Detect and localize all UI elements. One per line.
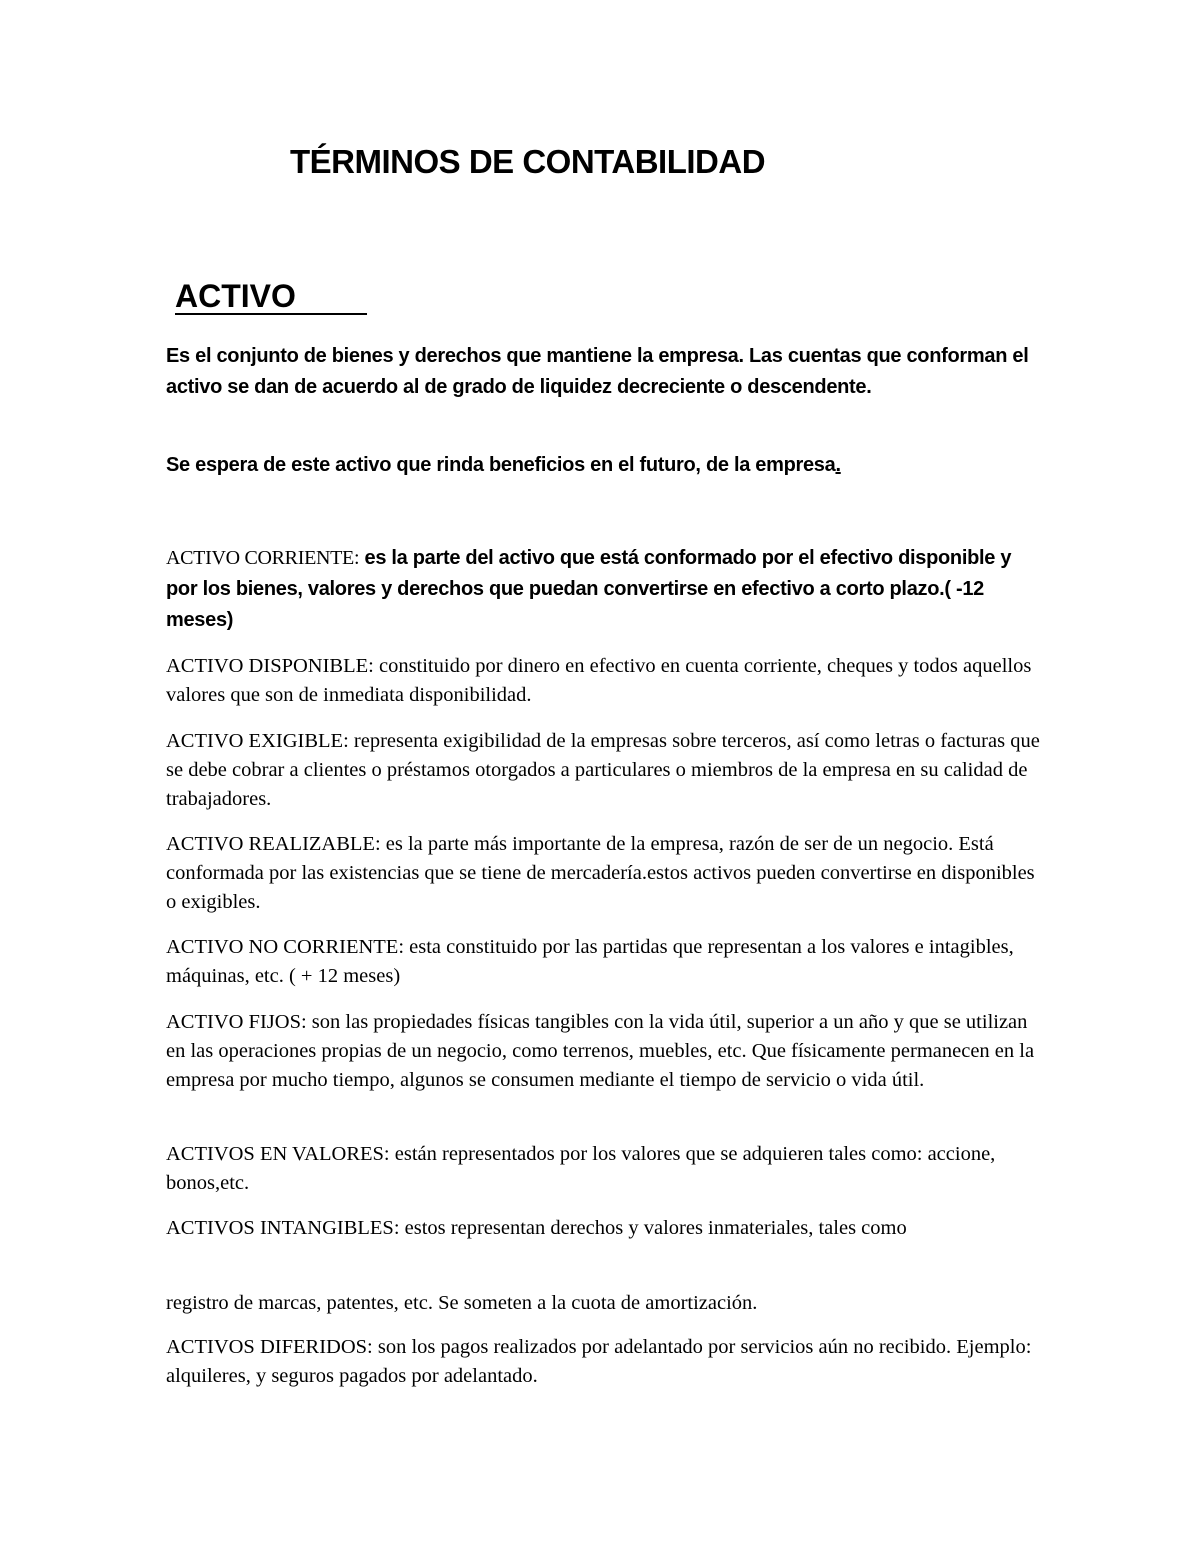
term-definition: esta constituido por las partidas que representan a los valores e intagibles, máquinas, etc. ( + 12 meses) [166,936,1014,987]
term-label: ACTIVO EXIGIBLE: [166,730,349,752]
term-definition: son los pagos realizados por adelantado por servicios aún no recibido. Ejemplo: alquileres, y seguros pagados por adelantado. [166,1336,1032,1387]
term-definition: son las propiedades físicas tangibles con la vida útil, superior a un año y que se utilizan en las operaciones propias de un negocio, como terrenos, muebles, etc. Que físicamente permanecen en la empresa por mucho tiempo, algunos se consumen mediante el tiempo de servicio o vida útil. [166,1011,1035,1091]
term-definition: es la parte más importante de la empresa, razón de ser de un negocio. Está conformada por las existencias que se tiene de mercadería.estos activos pueden convertirse en disponibles o exigibles. [166,833,1035,913]
term-activos-intangibles [166,1214,1046,1243]
term-definition: es la parte del activo que está conformado por el efectivo disponible y por los bienes, valores y derechos que puedan convertirse en efectivo a corto plazo.( -12 meses) [166,547,1012,631]
intro-paragraph: Es el conjunto de bienes y derechos que mantiene la empresa. Las cuentas que conforman el activo se dan de acuerdo al de grado de liquidez decreciente o descendente. [166,345,1029,398]
term-activo-exigible [166,727,1046,814]
term-definition: estos representan derechos y valores inmateriales, tales como [404,1217,907,1239]
term-definition: representa exigibilidad de la empresas sobre terceros, así como letras o facturas que se debe cobrar a clientes o préstamos otorgados a particulares o miembros de la empresa en su calidad de trabajadores. [166,730,1040,810]
term-activo-corriente [166,543,1046,636]
term-activos-intangibles-continuation: registro de marcas, patentes, etc. Se someten a la cuota de amortización. [166,1292,758,1314]
term-definition: están representados por los valores que se adquieren tales como: accione, bonos,etc. [166,1143,996,1194]
term-label: ACTIVOS DIFERIDOS: [166,1336,373,1358]
term-definition: constituido por dinero en efectivo en cuenta corriente, cheques y todos aquellos valores que son de inmediata disponibilidad. [166,655,1032,706]
term-label: ACTIVO DISPONIBLE: [166,655,374,677]
term-activos-diferidos [166,1333,1046,1391]
intro-benefits-text: Se espera de este activo que rinda beneficios en el futuro, de la empresa [166,454,836,476]
term-label: ACTIVOS EN VALORES: [166,1143,390,1165]
term-label: ACTIVO NO CORRIENTE: [166,936,405,958]
intro-paragraph-benefits [166,450,1046,481]
term-activo-realizable [166,830,1046,917]
intro-benefits-period: . [835,454,841,476]
term-activo-no-corriente [166,933,1046,991]
section-heading-activo: ACTIVO [175,278,368,314]
document-title: TÉRMINOS DE CONTABILIDAD [290,143,766,180]
term-activo-disponible [166,652,1046,710]
term-label: ACTIVOS INTANGIBLES: [166,1217,400,1239]
term-activo-fijos [166,1008,1046,1095]
term-activos-en-valores [166,1140,1046,1198]
term-label: ACTIVO REALIZABLE: [166,833,381,855]
term-label: ACTIVO CORRIENTE: [166,547,360,569]
term-label: ACTIVO FIJOS: [166,1011,307,1033]
